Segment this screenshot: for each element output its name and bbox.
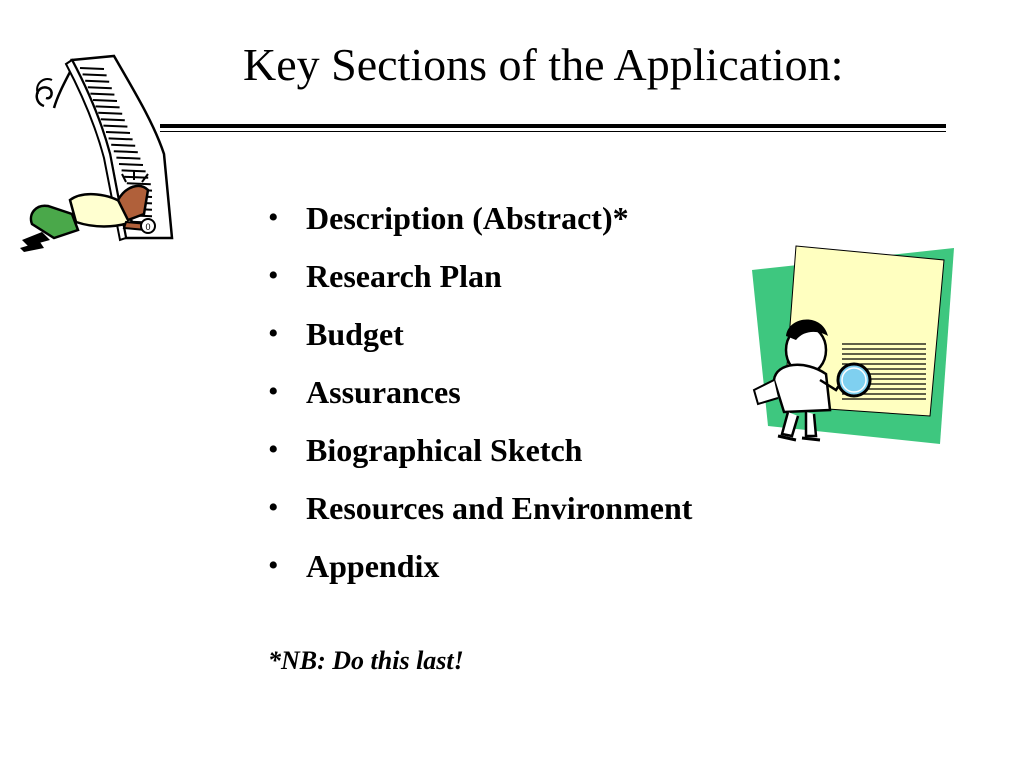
kneeling-man-receipt-icon	[14, 54, 194, 254]
bullet-marker: •	[268, 201, 279, 234]
list-item-label: Research Plan	[306, 258, 502, 294]
list-item	[268, 370, 692, 428]
list-item-label: Budget	[306, 316, 404, 352]
svg-text:0: 0	[145, 222, 151, 232]
list-item	[268, 254, 692, 312]
bullet-marker: •	[268, 317, 279, 350]
list-item-label: Assurances	[306, 374, 461, 410]
magnifying-glass-reader-icon	[744, 240, 960, 452]
list-item	[268, 312, 692, 370]
bullet-marker: •	[268, 433, 279, 466]
bullet-marker: •	[268, 375, 279, 408]
section-list	[268, 196, 692, 602]
bullet-marker: •	[268, 549, 279, 582]
list-item-label: Biographical Sketch	[306, 432, 583, 468]
bullet-marker: •	[268, 259, 279, 292]
list-item-label: Appendix	[306, 548, 440, 584]
title-underline-thick	[160, 124, 946, 128]
footnote: *NB: Do this last!	[268, 646, 464, 675]
list-item-label: Description (Abstract)*	[306, 200, 629, 236]
title-underline-thin	[160, 131, 946, 132]
list-item	[268, 428, 692, 486]
list-item	[268, 196, 692, 254]
list-item-label: Resources and Environment	[306, 490, 693, 526]
list-item	[268, 544, 692, 602]
list-item	[268, 486, 692, 544]
slide-title: Key Sections of the Application:	[243, 39, 844, 90]
bullet-marker: •	[268, 491, 279, 524]
